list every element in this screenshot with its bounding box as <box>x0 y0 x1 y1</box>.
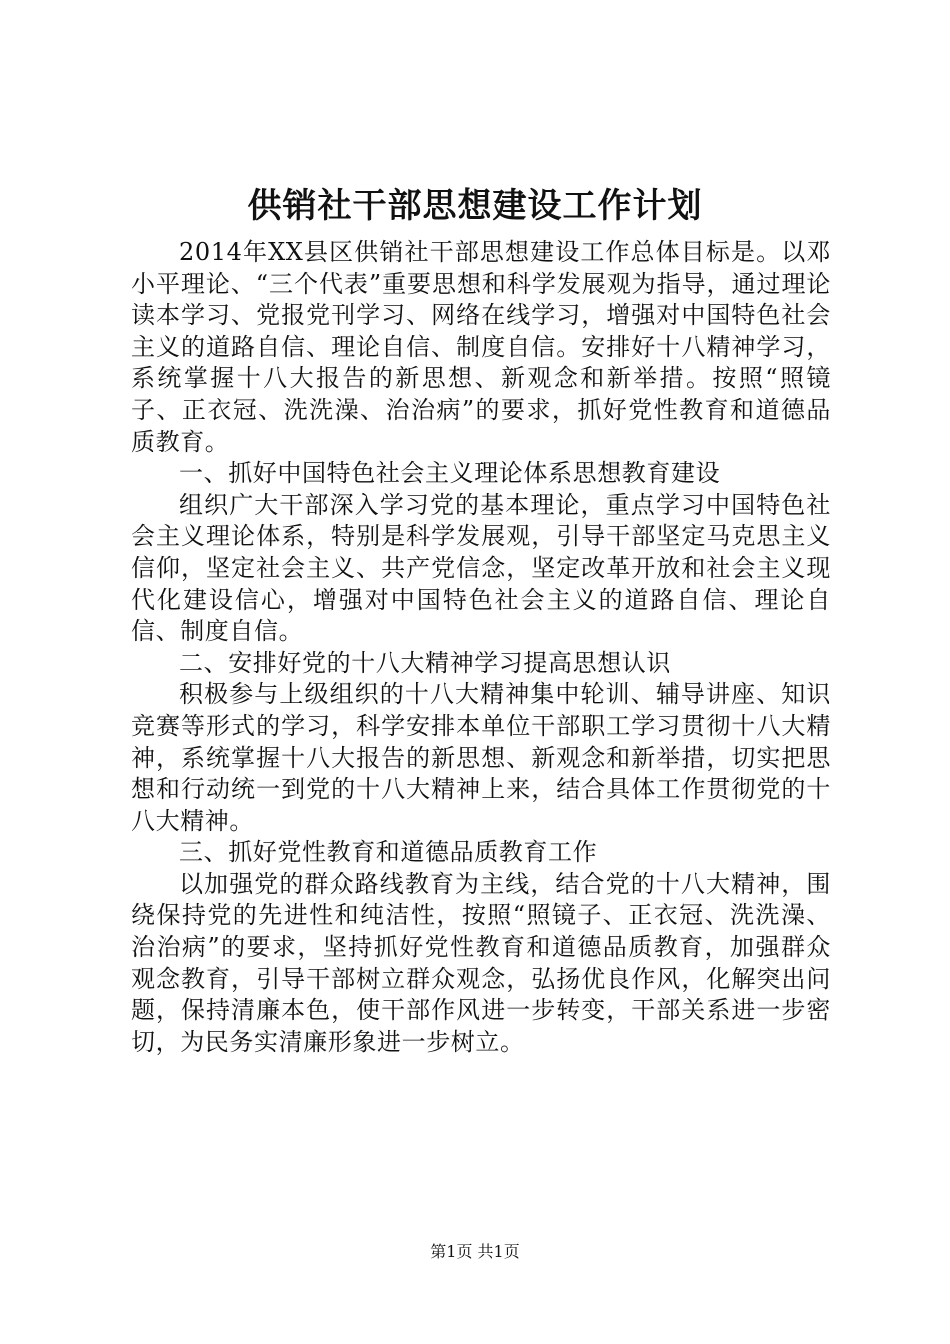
document-title: 供销社干部思想建设工作计划 <box>247 186 703 226</box>
section-body-2: 积极参与上级组织的十八大精神集中轮训、辅导讲座、知识竞赛等形式的学习，科学安排本单位干部职工学习贯彻十八大精神，系统掌握十八大报告的新思想、新观念和新举措，切实把思想和行动统一到党的十八大精神上来，结合具体工作贯彻党的十八大精神。 <box>131 680 831 835</box>
section-heading-2: 二、安排好党的十八大精神学习提高思想认识 <box>179 648 671 677</box>
document-body <box>131 237 831 1058</box>
section-heading-1: 一、抓好中国特色社会主义理论体系思想教育建设 <box>179 459 721 488</box>
intro-paragraph: 2014年XX县区供销社干部思想建设工作总体目标是。以邓小平理论、“三个代表”重要思想和科学发展观为指导，通过理论读本学习、党报党刊学习、网络在线学习，增强对中国特色社会主义的道路自信、理论自信、制度自信。安排好十八精神学习，系统掌握十八大报告的新思想、新观念和新举措。按照“照镜子、正衣冠、洗洗澡、治治病”的要求，抓好党性教育和道德品质教育。 <box>131 238 831 456</box>
section-body-1: 组织广大干部深入学习党的基本理论，重点学习中国特色社会主义理论体系，特别是科学发展观，引导干部坚定马克思主义信仰，坚定社会主义、共产党信念，坚定改革开放和社会主义现代化建设信心，增强对中国特色社会主义的道路自信、理论自信、制度自信。 <box>131 490 831 646</box>
page-footer: 第1页 共1页 <box>430 1242 520 1261</box>
section-body-3: 以加强党的群众路线教育为主线，结合党的十八大精神，围绕保持党的先进性和纯洁性，按照“照镜子、正衣冠、洗洗澡、治治病”的要求，坚持抓好党性教育和道德品质教育，加强群众观念教育，引导干部树立群众观念，弘扬优良作风，化解突出问题，保持清廉本色，使干部作风进一步转变，干部关系进一步密切，为民务实清廉形象进一步树立。 <box>131 869 831 1056</box>
section-heading-3: 三、抓好党性教育和道德品质教育工作 <box>179 838 598 867</box>
